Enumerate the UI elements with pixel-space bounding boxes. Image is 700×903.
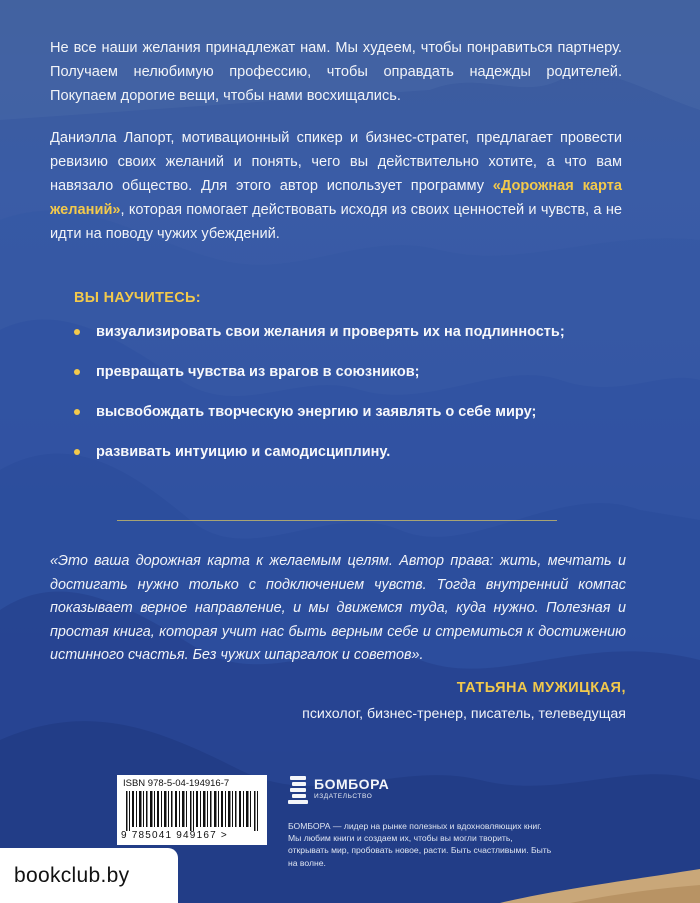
section-divider (117, 520, 557, 521)
ean-digits: 9 785041 949167 > (121, 830, 228, 841)
publisher-brand-subtitle: ИЗДАТЕЛЬСТВО (314, 793, 373, 800)
learn-list-item (74, 320, 634, 344)
publisher-description: БОМБОРА — лидер на рынке полезных и вдохновляющих книг. Мы любим книги и создаем их, чтобы вы могли творить, открывать мир, пробовать новое, расти. Быть счастливыми. Быть на волне. (288, 821, 552, 868)
learn-list-item (74, 440, 634, 464)
isbn-number: ISBN 978-5-04-194916-7 (123, 778, 230, 789)
learn-item-text: визуализировать свои желания и проверять их на подлинность; (96, 324, 565, 340)
learn-item-text: высвобождать творческую энергию и заявлять о себе миру; (96, 404, 537, 420)
learn-heading: ВЫ НАУЧИТЕСЬ: (74, 290, 201, 306)
bullet-dot-icon (74, 449, 80, 455)
quote-author: ТАТЬЯНА МУЖИЦКАЯ, (456, 680, 626, 696)
sand-dune-corner (460, 863, 700, 903)
intro-paragraph-2 (50, 126, 622, 246)
watermark-text: bookclub.by (14, 864, 130, 887)
learn-list-item (74, 400, 634, 424)
barcode-bars (122, 791, 262, 831)
bullet-dot-icon (74, 369, 80, 375)
intro-paragraph-2-end: , которая помогает действовать исходя из своих ценностей и чувств, а не идти на поводу чужих убеждений. (50, 202, 622, 242)
bullet-dot-icon (74, 409, 80, 415)
intro-paragraph-1: Не все наши желания принадлежат нам. Мы худеем, чтобы понравиться партнеру. Получаем нелюбимую профессию, чтобы оправдать надежды родителей. Покупаем дорогие вещи, чтобы нами восхищались. (50, 40, 622, 104)
learn-list-item (74, 360, 634, 384)
isbn-barcode (117, 775, 267, 845)
quote-author-role: психолог, бизнес-тренер, писатель, телеведущая (302, 706, 626, 722)
publisher-brand: БОМБОРА (314, 776, 390, 792)
learn-item-text: развивать интуицию и самодисциплину. (96, 444, 391, 460)
program-name-highlight: «Дорожная карта желаний» (50, 178, 622, 218)
learn-list (74, 320, 634, 480)
review-quote: «Это ваша дорожная карта к желаемым целям. Автор права: жить, мечтать и достигать нужно только с подключением чувств. Тогда внутренний компас показывает верное направление, и мы движемся туда, куда нужно. Полезная и простая книга, которая учит нас быть верным себе и стремиться к достижению истинного счастья. Без чужих шпаргалок и советов». (50, 553, 626, 663)
bullet-dot-icon (74, 329, 80, 335)
intro-paragraph-2-start: Даниэлла Лапорт, мотивационный спикер и бизнес-стратег, предлагает провести ревизию своих желаний и понять, чего вы действительно хотите, а что вам навязало общество. Для этого автор использует программу (50, 130, 622, 194)
learn-item-text: превращать чувства из врагов в союзников; (96, 364, 420, 380)
